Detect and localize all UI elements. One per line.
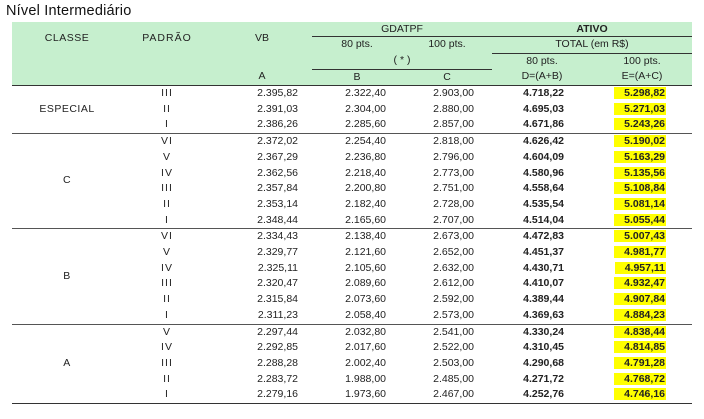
cell-classe: C (12, 134, 122, 229)
cell-total-80: 4.290,68 (523, 356, 564, 369)
cell-total-80: 4.271,72 (523, 372, 564, 385)
cell-gdatpf-100: 2.751,00 (433, 182, 474, 195)
highlighted-value: 4.791,28 (614, 357, 666, 369)
cell-vb: 2.348,44 (257, 213, 298, 226)
cell-gdatpf-100: 2.632,00 (433, 261, 474, 274)
cell-total-100 (592, 356, 692, 372)
cell-padrao: III (161, 356, 173, 369)
header-classe: CLASSE (12, 22, 122, 53)
cell-total-80: 4.252,76 (492, 387, 592, 403)
cell-total-80: 4.580,96 (523, 166, 564, 179)
header-ativo: ATIVO (492, 22, 692, 37)
cell-gdatpf-80: 1.973,60 (312, 387, 402, 403)
header-col-d: D=(A+B) (492, 69, 592, 86)
cell-padrao: IV (161, 166, 173, 179)
cell-total-100 (592, 86, 692, 102)
cell-total-100 (592, 229, 692, 245)
cell-vb: 2.315,84 (257, 293, 298, 306)
cell-total-80: 4.718,22 (492, 86, 592, 102)
cell-total-100 (592, 134, 692, 150)
cell-gdatpf-100: 2.903,00 (402, 86, 492, 102)
cell-total-80: 4.604,09 (523, 150, 564, 163)
cell-gdatpf-80: 2.002,40 (345, 356, 386, 369)
cell-vb: 2.297,44 (212, 324, 312, 340)
header-col-b: B (312, 69, 402, 86)
cell-total-100 (592, 181, 692, 197)
cell-total-80: 4.472,83 (492, 229, 592, 245)
cell-total-100 (592, 213, 692, 229)
cell-total-100 (592, 276, 692, 292)
cell-vb: 2.367,29 (257, 150, 298, 163)
table-row (12, 324, 692, 340)
cell-gdatpf-100: 2.818,00 (402, 134, 492, 150)
highlighted-value: 4.814,85 (614, 341, 666, 353)
cell-padrao: II (163, 197, 171, 210)
cell-total-80: 4.514,04 (523, 213, 564, 226)
cell-total-100 (592, 324, 692, 340)
cell-padrao: II (163, 102, 171, 115)
cell-gdatpf-80: 2.285,60 (345, 118, 386, 131)
table-row (12, 229, 692, 245)
cell-vb: 2.279,16 (212, 387, 312, 403)
cell-vb: 2.320,47 (257, 277, 298, 290)
cell-gdatpf-100: 2.673,00 (402, 229, 492, 245)
cell-total-80: 4.671,86 (523, 118, 564, 131)
cell-total-80: 4.695,03 (523, 102, 564, 115)
cell-padrao: V (162, 150, 171, 163)
cell-vb: 2.292,85 (257, 341, 298, 354)
cell-vb: 2.362,56 (257, 166, 298, 179)
cell-gdatpf-100: 2.541,00 (402, 324, 492, 340)
header-col-a: A (212, 69, 312, 86)
highlighted-value: 4.932,47 (614, 277, 666, 289)
highlighted-value: 4.884,23 (614, 309, 666, 321)
cell-gdatpf-100: 2.573,00 (433, 308, 474, 321)
cell-gdatpf-100: 2.503,00 (433, 356, 474, 369)
cell-vb: 2.311,23 (257, 308, 298, 321)
cell-vb: 2.288,28 (257, 356, 298, 369)
cell-gdatpf-80: 2.121,60 (345, 246, 386, 259)
cell-total-80: 4.310,45 (523, 341, 564, 354)
cell-total-100 (592, 166, 692, 182)
table-body (12, 86, 692, 404)
cell-total-80: 4.451,37 (523, 246, 564, 259)
cell-gdatpf-80: 2.105,60 (345, 261, 386, 274)
header-ativo-100: 100 pts. (592, 53, 692, 69)
cell-gdatpf-100: 2.796,00 (433, 150, 474, 163)
cell-padrao: III (161, 182, 173, 195)
highlighted-value: 4.907,84 (614, 293, 666, 305)
cell-gdatpf-80: 2.165,60 (345, 213, 386, 226)
cell-total-100 (592, 372, 692, 388)
cell-padrao: V (122, 324, 212, 340)
highlighted-value: 4.981,77 (614, 246, 666, 258)
cell-total-100 (592, 387, 692, 403)
highlighted-value: 5.298,82 (614, 87, 666, 99)
cell-total-100 (592, 150, 692, 166)
header-gdatpf-80: 80 pts. (312, 37, 402, 54)
cell-gdatpf-100: 2.652,00 (433, 246, 474, 259)
header-gdatpf-100: 100 pts. (402, 37, 492, 54)
highlighted-value: 5.190,02 (614, 135, 666, 147)
cell-gdatpf-80: 2.058,40 (345, 308, 386, 321)
cell-padrao: III (161, 277, 173, 290)
cell-gdatpf-80: 2.138,40 (312, 229, 402, 245)
highlighted-value: 4.838,44 (614, 326, 666, 338)
cell-padrao: III (122, 86, 212, 102)
cell-padrao: VI (122, 229, 212, 245)
highlighted-value: 4.768,72 (614, 373, 666, 385)
cell-gdatpf-80: 2.304,00 (345, 102, 386, 115)
cell-padrao: II (163, 372, 171, 385)
cell-vb: 2.395,82 (212, 86, 312, 102)
cell-padrao: VI (122, 134, 212, 150)
cell-total-100 (592, 261, 692, 277)
cell-vb: 2.386,26 (257, 118, 298, 131)
cell-gdatpf-100: 2.592,00 (433, 293, 474, 306)
cell-total-100 (592, 292, 692, 308)
cell-gdatpf-100: 2.612,00 (433, 277, 474, 290)
cell-padrao: IV (161, 261, 173, 274)
cell-gdatpf-100: 2.707,00 (433, 213, 474, 226)
cell-gdatpf-80: 2.236,80 (345, 150, 386, 163)
cell-total-100 (592, 197, 692, 213)
cell-classe: B (12, 229, 122, 324)
cell-gdatpf-100: 2.773,00 (433, 166, 474, 179)
highlighted-value: 5.243,26 (614, 118, 666, 130)
cell-gdatpf-80: 2.017,60 (345, 341, 386, 354)
header-col-c: C (402, 69, 492, 86)
cell-total-80: 4.626,42 (492, 134, 592, 150)
cell-gdatpf-100: 2.467,00 (402, 387, 492, 403)
cell-padrao: IV (161, 341, 173, 354)
header-note: ( * ) (312, 53, 492, 69)
salary-table (12, 22, 692, 404)
page-title: Nível Intermediário (6, 3, 132, 19)
cell-vb: 2.391,03 (257, 102, 298, 115)
header-gdatpf: GDATPF (312, 22, 492, 37)
cell-total-100 (592, 245, 692, 261)
cell-gdatpf-100: 2.728,00 (433, 197, 474, 210)
cell-gdatpf-100: 2.522,00 (433, 341, 474, 354)
table-row (12, 86, 692, 102)
cell-padrao: I (122, 387, 212, 403)
cell-classe: ESPECIAL (12, 86, 122, 134)
cell-padrao: I (165, 213, 169, 226)
highlighted-value: 5.108,84 (614, 182, 666, 194)
highlighted-value: 4.746,16 (614, 388, 666, 400)
cell-vb: 2.334,43 (212, 229, 312, 245)
cell-gdatpf-80: 2.032,80 (312, 324, 402, 340)
cell-vb: 2.283,72 (257, 372, 298, 385)
highlighted-value: 4.957,11 (615, 262, 666, 274)
cell-vb: 2.329,77 (257, 246, 298, 259)
cell-gdatpf-80: 1.988,00 (345, 372, 386, 385)
cell-gdatpf-100: 2.857,00 (433, 118, 474, 131)
cell-total-100 (592, 308, 692, 324)
cell-total-80: 4.389,44 (523, 293, 564, 306)
highlighted-value: 5.081,14 (614, 198, 666, 210)
cell-total-80: 4.535,54 (523, 197, 564, 210)
highlighted-value: 5.163,29 (614, 151, 666, 163)
highlighted-value: 5.135,56 (614, 167, 666, 179)
cell-padrao: I (165, 118, 169, 131)
table-row (12, 134, 692, 150)
cell-total-100 (592, 102, 692, 118)
header-total: TOTAL (em R$) (492, 37, 692, 54)
cell-gdatpf-80: 2.073,60 (345, 293, 386, 306)
highlighted-value: 5.055,44 (614, 214, 666, 226)
cell-gdatpf-80: 2.182,40 (345, 197, 386, 210)
cell-gdatpf-100: 2.485,00 (433, 372, 474, 385)
cell-total-80: 4.369,63 (523, 308, 564, 321)
cell-total-80: 4.430,71 (523, 261, 564, 274)
cell-gdatpf-80: 2.254,40 (312, 134, 402, 150)
header-vb: VB (212, 22, 312, 53)
cell-vb: 2.372,02 (212, 134, 312, 150)
cell-gdatpf-80: 2.218,40 (345, 166, 386, 179)
cell-vb: 2.357,84 (257, 182, 298, 195)
cell-padrao: I (165, 308, 169, 321)
cell-gdatpf-80: 2.089,60 (345, 277, 386, 290)
cell-gdatpf-80: 2.200,80 (345, 182, 386, 195)
cell-total-80: 4.330,24 (492, 324, 592, 340)
cell-padrao: II (163, 293, 171, 306)
cell-vb: 2.353,14 (257, 197, 298, 210)
cell-padrao: V (162, 246, 171, 259)
cell-classe: A (12, 324, 122, 404)
cell-gdatpf-80: 2.322,40 (312, 86, 402, 102)
cell-total-100 (592, 340, 692, 356)
header-padrao: PADRÃO (122, 22, 212, 53)
highlighted-value: 5.271,03 (614, 103, 666, 115)
cell-total-80: 4.558,64 (523, 182, 564, 195)
header-col-e: E=(A+C) (592, 69, 692, 86)
header-ativo-80: 80 pts. (492, 53, 592, 69)
table-header (12, 22, 692, 86)
cell-vb: 2.325,11 (257, 261, 298, 274)
cell-total-80: 4.410,07 (523, 277, 564, 290)
cell-gdatpf-100: 2.880,00 (433, 102, 474, 115)
cell-total-100 (592, 117, 692, 133)
highlighted-value: 5.007,43 (614, 230, 666, 242)
